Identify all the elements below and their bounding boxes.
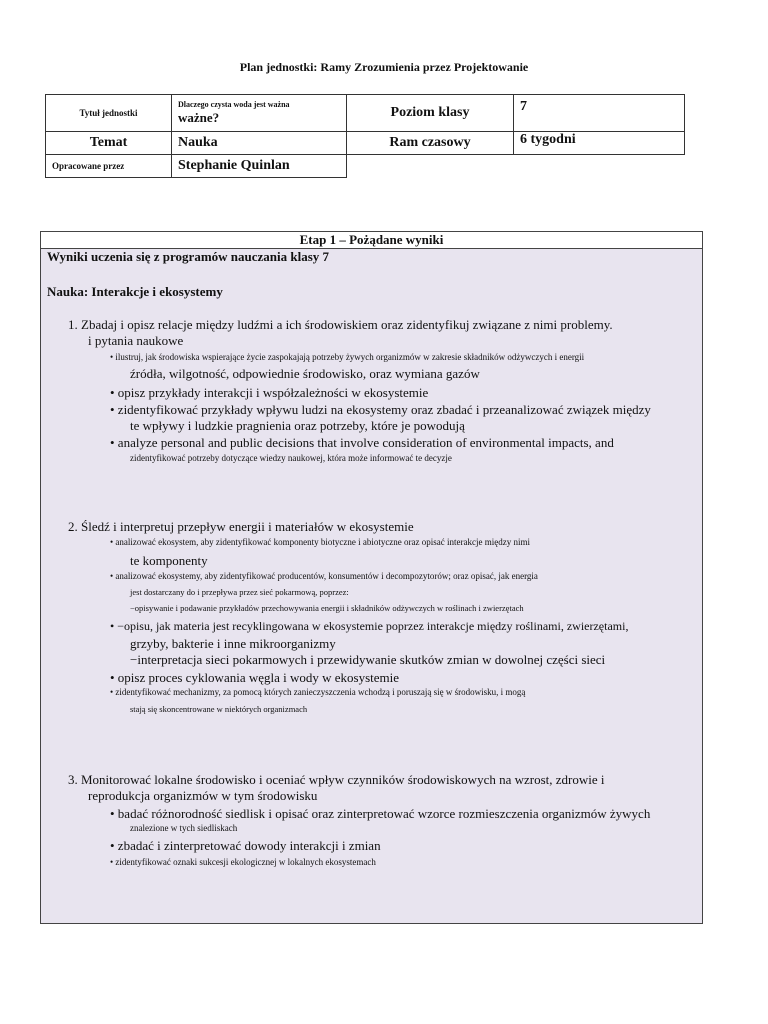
unit-title-label: Tytuł jednostki xyxy=(46,95,172,132)
subject-heading: Nauka: Interakcje i ekosystemy xyxy=(47,284,223,299)
outcome-1-line1: 1. Zbadaj i opisz relacje między ludźmi a ich środowiskiem oraz zidentyfikuj związane z nimi problemy. xyxy=(68,317,613,332)
outcome-1-bullet2: • opisz przykłady interakcji i współzależności w ekosystemie xyxy=(110,385,429,400)
outcome-3-bullet3: • zidentyfikować oznaki sukcesji ekologicznej w lokalnych ekosystemach xyxy=(110,857,376,867)
unit-title-line1: Dlaczego czysta woda jest ważna xyxy=(178,100,290,109)
outcomes-heading: Wyniki uczenia się z programów nauczania klasy 7 xyxy=(47,249,330,264)
outcome-2-bullet1-line2: te komponenty xyxy=(130,553,208,568)
author-value: Stephanie Quinlan xyxy=(172,155,347,178)
outcome-1-bullet1-line2: źródła, wilgotność, odpowiednie środowisko, oraz wymiana gazów xyxy=(130,366,480,381)
outcome-1-bullet4-line1: • analyze personal and public decisions that involve consideration of environmental impacts, and xyxy=(110,435,614,450)
outcome-2-bullet3-line3: −interpretacja sieci pokarmowych i przewidywanie skutków zmian w dowolnej części sieci xyxy=(130,652,606,667)
unit-info-table xyxy=(45,94,685,178)
outcome-1-bullet3-line1: • zidentyfikować przykłady wpływu ludzi na ekosystemy oraz zbadać i przeanalizować związek między xyxy=(110,402,651,417)
unit-title-value xyxy=(172,95,347,132)
outcome-2-bullet5-line2: stają się skoncentrowane w niektórych organizmach xyxy=(130,704,308,714)
unit-title-line2: ważne? xyxy=(178,110,220,125)
stage1-header: Etap 1 – Pożądane wyniki xyxy=(41,232,702,249)
outcome-3-bullet1-line2: znalezione w tych siedliskach xyxy=(130,823,238,833)
grade-value: 7 xyxy=(514,95,685,132)
grade-label: Poziom klasy xyxy=(347,95,514,132)
author-label: Opracowane przez xyxy=(46,155,172,178)
outcome-2-bullet5-line1: • zidentyfikować mechanizmy, za pomocą których zanieczyszczenia wchodzą i poruszają się w środowisku, i mogą xyxy=(110,687,526,697)
outcome-2-bullet2-line3: −opisywanie i podawanie przykładów przechowywania energii i składników odżywczych w roślinach i zwierzętach xyxy=(130,603,524,613)
document-title: Plan jednostki: Ramy Zrozumienia przez Projektowanie xyxy=(239,60,529,74)
timeframe-value: 6 tygodni xyxy=(514,132,685,155)
outcome-2-bullet3-line2: grzyby, bakterie i inne mikroorganizmy xyxy=(130,636,336,651)
outcome-2-bullet2-line2: jest dostarczany do i przepływa przez sieć pokarmową, poprzez: xyxy=(130,587,349,597)
outcome-2-line1: 2. Śledź i interpretuj przepływ energii i materiałów w ekosystemie xyxy=(68,519,414,534)
outcome-2-bullet3-line1: • −opisu, jak materia jest recyklingowana w ekosystemie poprzez interakcje między roślinami, zwierzętami, xyxy=(110,619,629,633)
topic-value: Nauka xyxy=(172,132,347,155)
outcome-1-bullet4-line2: zidentyfikować potrzeby dotyczące wiedzy naukowej, która może informować te decyzje xyxy=(130,453,452,463)
topic-label: Temat xyxy=(46,132,172,155)
outcome-2-bullet1-line1: • analizować ekosystem, aby zidentyfikować komponenty biotyczne i abiotyczne oraz opisać interakcje między nimi xyxy=(110,537,530,547)
outcome-3-line1: 3. Monitorować lokalne środowisko i oceniać wpływ czynników środowiskowych na wzrost, zdrowie i xyxy=(68,772,605,787)
outcome-3-bullet2: • zbadać i zinterpretować dowody interakcji i zmian xyxy=(110,838,381,853)
outcome-1-line2: i pytania naukowe xyxy=(88,333,184,348)
outcome-1-bullet1-line1: • ilustruj, jak środowiska wspierające życie zaspokajają potrzeby żywych organizmów w zakresie składników odżywczych i energii xyxy=(110,352,585,362)
outcome-3-line2: reprodukcja organizmów w tym środowisku xyxy=(88,788,318,803)
timeframe-label: Ram czasowy xyxy=(347,132,514,155)
outcome-2-bullet2-line1: • analizować ekosystemy, aby zidentyfikować producentów, konsumentów i decompozytorów; oraz opisać, jak energia xyxy=(110,571,538,581)
outcome-3-bullet1-line1: • badać różnorodność siedlisk i opisać oraz zinterpretować wzorce rozmieszczenia organizmów żywych xyxy=(110,806,651,821)
outcome-1-bullet3-line2: te wpływy i ludzkie pragnienia oraz potrzeby, które je powodują xyxy=(130,418,465,433)
outcome-2-bullet4: • opisz proces cyklowania węgla i wody w ekosystemie xyxy=(110,670,400,685)
